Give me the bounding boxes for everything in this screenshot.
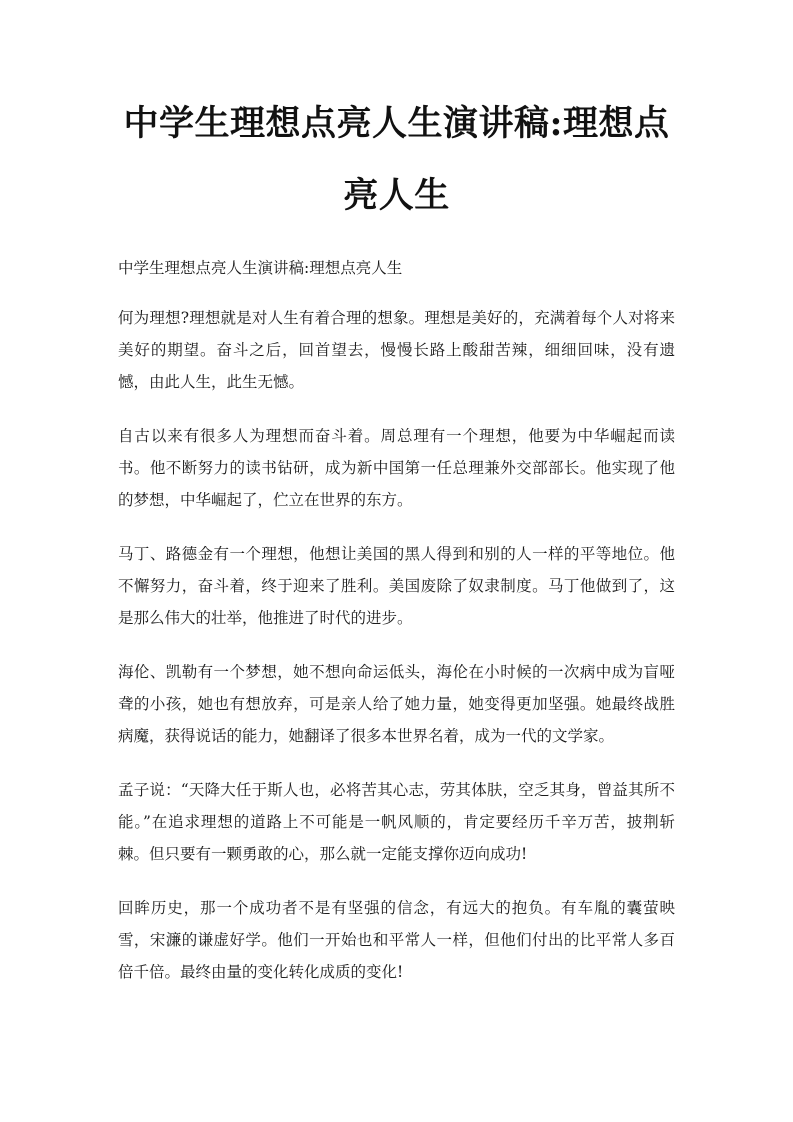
document-title: 中学生理想点亮人生演讲稿:理想点亮人生 <box>123 103 670 216</box>
paragraph-3: 马丁、路德金有一个理想，他想让美国的黑人得到和别的人一样的平等地位。他不懈努力，奋斗着，终于迎来了胜利。美国废除了奴隶制度。马丁他做到了，这是那么伟大的壮举，他推进了时代的进步。 <box>118 545 675 627</box>
document-subtitle: 中学生理想点亮人生演讲稿:理想点亮人生 <box>118 259 403 277</box>
paragraph-6: 回眸历史，那一个成功者不是有坚强的信念，有远大的抱负。有车胤的囊萤映雪，宋濂的谦虚好学。他们一开始也和平常人一样，但他们付出的比平常人多百倍千倍。最终由量的变化转化成质的变化! <box>118 899 675 981</box>
paragraph-2: 自古以来有很多人为理想而奋斗着。周总理有一个理想，他要为中华崛起而读书。他不断努力的读书钻研，成为新中国第一任总理兼外交部部长。他实现了他的梦想，中华崛起了，伫立在世界的东方。 <box>118 427 675 509</box>
paragraph-5: 孟子说：“天降大任于斯人也，必将苦其心志，劳其体肤，空乏其身，曾益其所不能。”在追求理想的道路上不可能是一帆风顺的，肯定要经历千辛万苦，披荆斩棘。但只要有一颗勇敢的心，那么就一定能支撑你迈向成功! <box>118 781 675 863</box>
paragraph-1: 何为理想?理想就是对人生有着合理的想象。理想是美好的，充满着每个人对将来美好的期望。奋斗之后，回首望去，慢慢长路上酸甜苦辣，细细回味，没有遗憾，由此人生，此生无憾。 <box>118 309 675 391</box>
paragraph-4: 海伦、凯勒有一个梦想，她不想向命运低头，海伦在小时候的一次病中成为盲哑聋的小孩，她也有想放弃，可是亲人给了她力量，她变得更加坚强。她最终战胜病魔，获得说话的能力，她翻译了很多本世界名着，成为一代的文学家。 <box>118 663 675 745</box>
